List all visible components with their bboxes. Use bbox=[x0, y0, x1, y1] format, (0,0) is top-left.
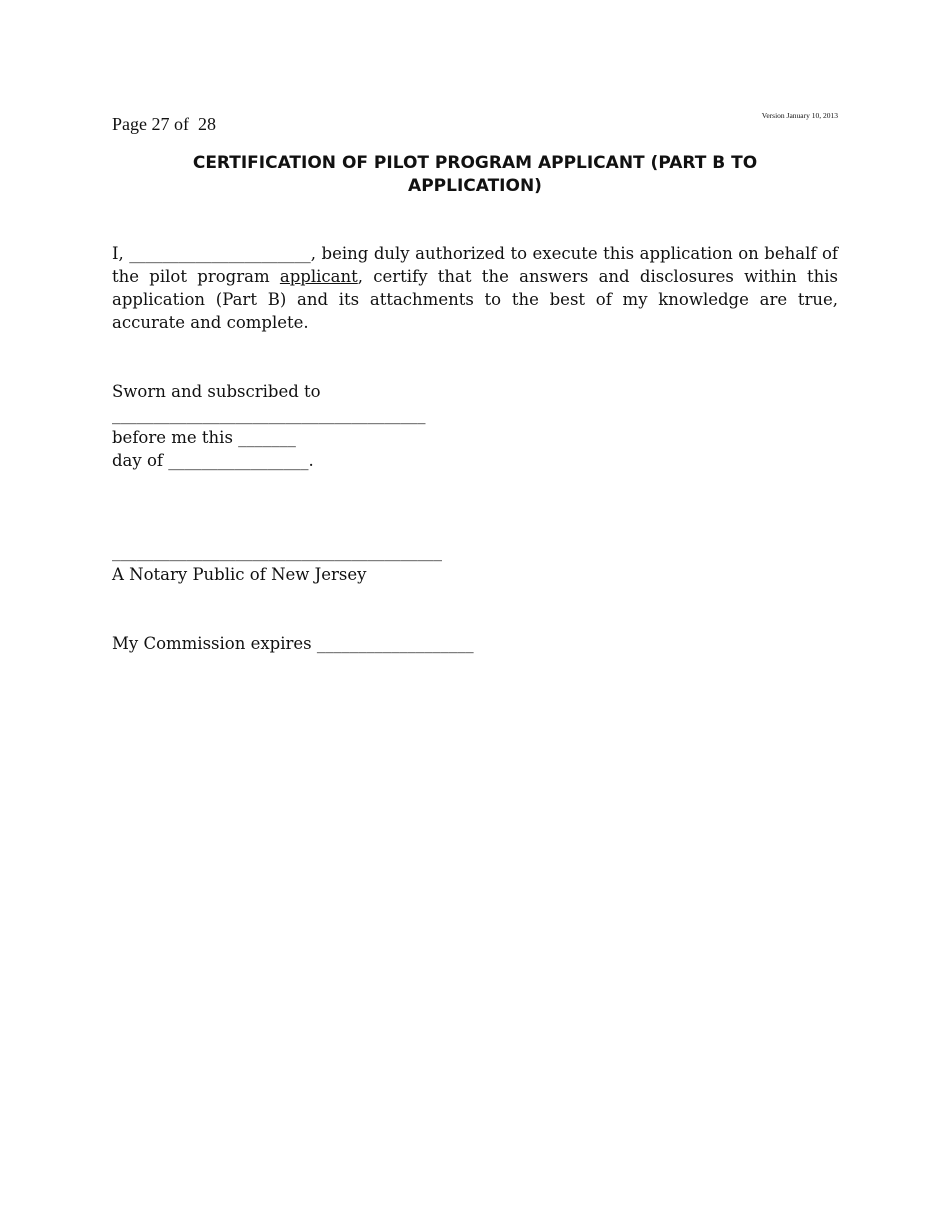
notary-signature-line: ________________________________________ bbox=[112, 542, 442, 561]
certification-underlined-word: applicant bbox=[279, 267, 358, 286]
sworn-line: Sworn and subscribed to bbox=[112, 382, 321, 401]
version-date: Version January 10, 2013 bbox=[761, 111, 838, 120]
document-title: CERTIFICATION OF PILOT PROGRAM APPLICANT (PART B TO APPLICATION) bbox=[192, 153, 758, 196]
certification-suffix: , certify that the answers and disclosures within this application (Part B) and its attachments to the best of my knowledge are true, accurate and complete. bbox=[112, 267, 838, 332]
before-me-line: before me this _______ bbox=[112, 428, 296, 447]
commission-expires-line: My Commission expires ___________________ bbox=[112, 634, 474, 653]
page-number: Page 27 of 28 bbox=[112, 114, 216, 134]
day-of-line: day of _________________. bbox=[112, 451, 314, 470]
notary-label: A Notary Public of New Jersey bbox=[112, 565, 367, 584]
certification-prefix: I, ______________________, being duly authorized to execute this application on behalf of the pilot program bbox=[112, 244, 838, 286]
certification-paragraph bbox=[112, 242, 838, 334]
sworn-signature-blank: ______________________________________ bbox=[112, 405, 426, 424]
